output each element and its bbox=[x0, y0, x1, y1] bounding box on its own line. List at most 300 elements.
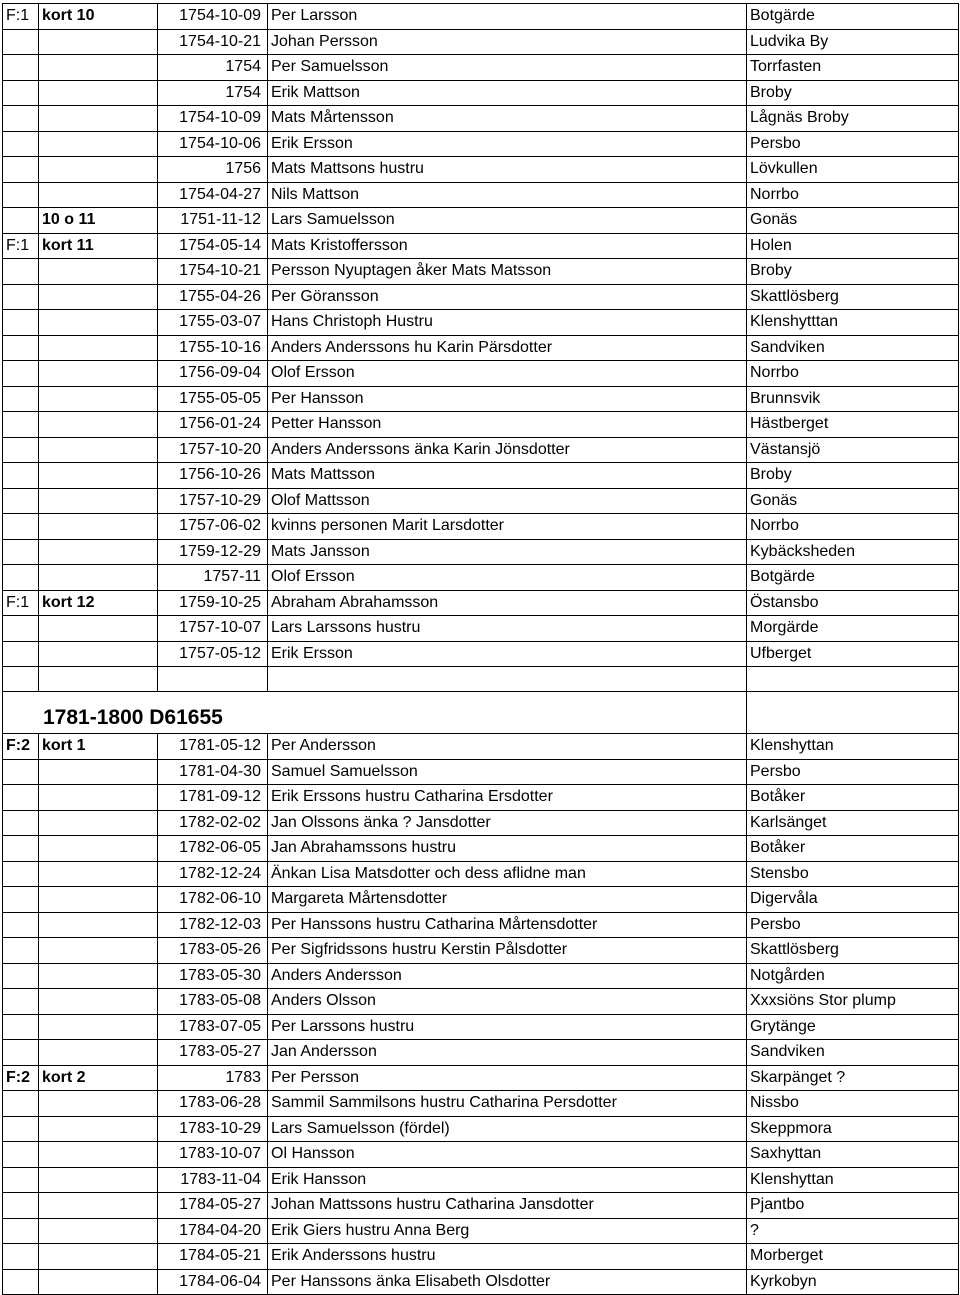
card-cell: kort 1 bbox=[39, 734, 158, 760]
card-cell bbox=[39, 810, 158, 836]
card-cell bbox=[39, 1218, 158, 1244]
place-cell: ? bbox=[747, 1218, 959, 1244]
volume-cell bbox=[3, 616, 39, 642]
card-cell bbox=[39, 1091, 158, 1117]
name-cell: Lars Samuelsson bbox=[268, 208, 747, 234]
place-cell: Broby bbox=[747, 80, 959, 106]
place-cell: Ludvika By bbox=[747, 29, 959, 55]
place-cell: Lövkullen bbox=[747, 157, 959, 183]
table-row bbox=[3, 1167, 959, 1193]
place-cell: Botgärde bbox=[747, 4, 959, 30]
card-cell: kort 10 bbox=[39, 4, 158, 30]
place-cell: Gonäs bbox=[747, 208, 959, 234]
blank-row bbox=[3, 667, 959, 692]
date-cell: 1784-06-04 bbox=[158, 1269, 268, 1295]
date-cell: 1759-12-29 bbox=[158, 539, 268, 565]
volume-cell bbox=[3, 463, 39, 489]
card-cell bbox=[39, 437, 158, 463]
name-cell: Per Samuelsson bbox=[268, 55, 747, 81]
place-cell: Skattlösberg bbox=[747, 284, 959, 310]
name-cell: Lars Larssons hustru bbox=[268, 616, 747, 642]
name-cell: Anders Andersson bbox=[268, 963, 747, 989]
table-row bbox=[3, 989, 959, 1015]
card-cell bbox=[39, 963, 158, 989]
table-row bbox=[3, 590, 959, 616]
date-cell: 1759-10-25 bbox=[158, 590, 268, 616]
name-cell: Anders Olsson bbox=[268, 989, 747, 1015]
table-row bbox=[3, 29, 959, 55]
name-cell: Hans Christoph Hustru bbox=[268, 310, 747, 336]
table-row bbox=[3, 759, 959, 785]
place-cell: Klenshyttan bbox=[747, 734, 959, 760]
section-gap bbox=[3, 667, 959, 734]
volume-cell bbox=[3, 785, 39, 811]
card-cell bbox=[39, 1040, 158, 1066]
card-cell bbox=[39, 412, 158, 438]
table-row bbox=[3, 1193, 959, 1219]
card-cell bbox=[39, 785, 158, 811]
place-cell: Skarpänget ? bbox=[747, 1065, 959, 1091]
name-cell: Anders Anderssons hu Karin Pärsdotter bbox=[268, 335, 747, 361]
volume-cell bbox=[3, 386, 39, 412]
date-cell: 1781-09-12 bbox=[158, 785, 268, 811]
blank-cell bbox=[268, 692, 747, 734]
name-cell: Erik Giers hustru Anna Berg bbox=[268, 1218, 747, 1244]
name-cell: Mats Kristoffersson bbox=[268, 233, 747, 259]
name-cell: Nils Mattson bbox=[268, 182, 747, 208]
blank-cell bbox=[39, 667, 158, 692]
place-cell: Nissbo bbox=[747, 1091, 959, 1117]
name-cell: Erik Mattson bbox=[268, 80, 747, 106]
name-cell: Mats Jansson bbox=[268, 539, 747, 565]
volume-cell bbox=[3, 861, 39, 887]
place-cell: Botgärde bbox=[747, 565, 959, 591]
date-cell: 1754-10-21 bbox=[158, 259, 268, 285]
card-cell bbox=[39, 386, 158, 412]
place-cell: Persbo bbox=[747, 912, 959, 938]
volume-cell bbox=[3, 887, 39, 913]
table-row bbox=[3, 412, 959, 438]
card-cell bbox=[39, 1014, 158, 1040]
table-row bbox=[3, 437, 959, 463]
volume-cell bbox=[3, 963, 39, 989]
table-row bbox=[3, 1244, 959, 1270]
name-cell: Olof Mattsson bbox=[268, 488, 747, 514]
date-cell: 1782-06-05 bbox=[158, 836, 268, 862]
volume-cell bbox=[3, 182, 39, 208]
place-cell: Västansjö bbox=[747, 437, 959, 463]
table-row bbox=[3, 1218, 959, 1244]
place-cell: Ufberget bbox=[747, 641, 959, 667]
date-cell: 1784-04-20 bbox=[158, 1218, 268, 1244]
name-cell: Per Sigfridssons hustru Kerstin Pålsdotter bbox=[268, 938, 747, 964]
place-cell: Broby bbox=[747, 463, 959, 489]
name-cell: Per Göransson bbox=[268, 284, 747, 310]
date-cell: 1781-04-30 bbox=[158, 759, 268, 785]
card-cell bbox=[39, 1116, 158, 1142]
table-row bbox=[3, 1142, 959, 1168]
volume-cell bbox=[3, 514, 39, 540]
name-cell: Mats Mattsons hustru bbox=[268, 157, 747, 183]
table-row bbox=[3, 284, 959, 310]
volume-cell bbox=[3, 938, 39, 964]
name-cell: Per Larsson bbox=[268, 4, 747, 30]
date-cell: 1754-04-27 bbox=[158, 182, 268, 208]
date-cell: 1782-12-03 bbox=[158, 912, 268, 938]
card-cell bbox=[39, 488, 158, 514]
table-row bbox=[3, 912, 959, 938]
table-row bbox=[3, 182, 959, 208]
card-cell bbox=[39, 912, 158, 938]
volume-cell bbox=[3, 1218, 39, 1244]
table-row bbox=[3, 386, 959, 412]
date-cell: 1756-10-26 bbox=[158, 463, 268, 489]
place-cell: Persbo bbox=[747, 131, 959, 157]
place-cell: Stensbo bbox=[747, 861, 959, 887]
name-cell: Per Larssons hustru bbox=[268, 1014, 747, 1040]
table-row bbox=[3, 641, 959, 667]
card-cell bbox=[39, 887, 158, 913]
name-cell: Per Persson bbox=[268, 1065, 747, 1091]
volume-cell: F:2 bbox=[3, 734, 39, 760]
name-cell: Petter Hansson bbox=[268, 412, 747, 438]
date-cell: 1783-10-07 bbox=[158, 1142, 268, 1168]
volume-cell bbox=[3, 157, 39, 183]
card-cell bbox=[39, 641, 158, 667]
volume-cell: F:1 bbox=[3, 4, 39, 30]
table-row bbox=[3, 1014, 959, 1040]
table-row bbox=[3, 55, 959, 81]
date-cell: 1784-05-27 bbox=[158, 1193, 268, 1219]
card-cell: 10 o 11 bbox=[39, 208, 158, 234]
name-cell: Erik Ersson bbox=[268, 641, 747, 667]
card-cell bbox=[39, 182, 158, 208]
table-row bbox=[3, 810, 959, 836]
table-row bbox=[3, 208, 959, 234]
place-cell: Pjantbo bbox=[747, 1193, 959, 1219]
card-cell: kort 2 bbox=[39, 1065, 158, 1091]
name-cell: Johan Mattssons hustru Catharina Jansdotter bbox=[268, 1193, 747, 1219]
table-row bbox=[3, 131, 959, 157]
date-cell: 1754-05-14 bbox=[158, 233, 268, 259]
date-cell: 1754 bbox=[158, 55, 268, 81]
date-cell: 1783-05-26 bbox=[158, 938, 268, 964]
section-title: 1781-1800 D61655 bbox=[3, 692, 268, 734]
place-cell: Klenshyttan bbox=[747, 1167, 959, 1193]
volume-cell bbox=[3, 1269, 39, 1295]
place-cell: Lågnäs Broby bbox=[747, 106, 959, 132]
volume-cell bbox=[3, 437, 39, 463]
place-cell: Hästberget bbox=[747, 412, 959, 438]
card-cell bbox=[39, 29, 158, 55]
place-cell: Klenshytttan bbox=[747, 310, 959, 336]
name-cell: Abraham Abrahamsson bbox=[268, 590, 747, 616]
table-row bbox=[3, 963, 959, 989]
volume-cell bbox=[3, 361, 39, 387]
card-cell bbox=[39, 989, 158, 1015]
volume-cell bbox=[3, 1244, 39, 1270]
table-row bbox=[3, 335, 959, 361]
date-cell: 1782-02-02 bbox=[158, 810, 268, 836]
volume-cell bbox=[3, 1167, 39, 1193]
volume-cell bbox=[3, 810, 39, 836]
place-cell: Morberget bbox=[747, 1244, 959, 1270]
place-cell: Skeppmora bbox=[747, 1116, 959, 1142]
card-cell bbox=[39, 463, 158, 489]
table-row bbox=[3, 539, 959, 565]
volume-cell bbox=[3, 259, 39, 285]
table-row bbox=[3, 861, 959, 887]
volume-cell bbox=[3, 641, 39, 667]
volume-cell: F:1 bbox=[3, 233, 39, 259]
card-cell: kort 11 bbox=[39, 233, 158, 259]
place-cell: Norrbo bbox=[747, 182, 959, 208]
place-cell: Karlsänget bbox=[747, 810, 959, 836]
date-cell: 1783-10-29 bbox=[158, 1116, 268, 1142]
card-cell bbox=[39, 539, 158, 565]
volume-cell bbox=[3, 1040, 39, 1066]
date-cell: 1754-10-21 bbox=[158, 29, 268, 55]
date-cell: 1757-05-12 bbox=[158, 641, 268, 667]
date-cell: 1783 bbox=[158, 1065, 268, 1091]
volume-cell bbox=[3, 1193, 39, 1219]
date-cell: 1783-05-08 bbox=[158, 989, 268, 1015]
card-cell bbox=[39, 1244, 158, 1270]
table-row bbox=[3, 1040, 959, 1066]
table-row bbox=[3, 938, 959, 964]
name-cell: Jan Olssons änka ? Jansdotter bbox=[268, 810, 747, 836]
date-cell: 1782-12-24 bbox=[158, 861, 268, 887]
card-cell bbox=[39, 938, 158, 964]
volume-cell bbox=[3, 80, 39, 106]
date-cell: 1756 bbox=[158, 157, 268, 183]
place-cell: Notgården bbox=[747, 963, 959, 989]
card-cell bbox=[39, 259, 158, 285]
table-row bbox=[3, 514, 959, 540]
volume-cell bbox=[3, 836, 39, 862]
place-cell: Brunnsvik bbox=[747, 386, 959, 412]
volume-cell bbox=[3, 539, 39, 565]
table-row bbox=[3, 157, 959, 183]
name-cell: Mats Mårtensson bbox=[268, 106, 747, 132]
date-cell: 1755-05-05 bbox=[158, 386, 268, 412]
volume-cell bbox=[3, 989, 39, 1015]
section-header-row bbox=[3, 692, 959, 734]
name-cell: Per Hanssons hustru Catharina Mårtensdotter bbox=[268, 912, 747, 938]
name-cell: Johan Persson bbox=[268, 29, 747, 55]
card-cell bbox=[39, 310, 158, 336]
date-cell: 1754-10-09 bbox=[158, 106, 268, 132]
place-cell: Sandviken bbox=[747, 1040, 959, 1066]
place-cell: Norrbo bbox=[747, 514, 959, 540]
place-cell: Kyrkobyn bbox=[747, 1269, 959, 1295]
date-cell: 1756-01-24 bbox=[158, 412, 268, 438]
place-cell: Kybäcksheden bbox=[747, 539, 959, 565]
volume-cell bbox=[3, 335, 39, 361]
section-1781-rows bbox=[3, 734, 959, 1295]
table-row bbox=[3, 4, 959, 30]
name-cell: Erik Ersson bbox=[268, 131, 747, 157]
volume-cell bbox=[3, 208, 39, 234]
date-cell: 1756-09-04 bbox=[158, 361, 268, 387]
date-cell: 1783-05-30 bbox=[158, 963, 268, 989]
volume-cell bbox=[3, 310, 39, 336]
name-cell: Olof Ersson bbox=[268, 361, 747, 387]
name-cell: Erik Erssons hustru Catharina Ersdotter bbox=[268, 785, 747, 811]
volume-cell bbox=[3, 106, 39, 132]
table-row bbox=[3, 310, 959, 336]
card-cell bbox=[39, 861, 158, 887]
table-row bbox=[3, 488, 959, 514]
table-row bbox=[3, 836, 959, 862]
section-1754-rows bbox=[3, 4, 959, 667]
volume-cell bbox=[3, 29, 39, 55]
blank-cell bbox=[747, 667, 959, 692]
name-cell: Erik Hansson bbox=[268, 1167, 747, 1193]
blank-cell bbox=[747, 692, 959, 734]
name-cell: Per Andersson bbox=[268, 734, 747, 760]
date-cell: 1783-11-04 bbox=[158, 1167, 268, 1193]
name-cell: Olof Ersson bbox=[268, 565, 747, 591]
name-cell: Per Hansson bbox=[268, 386, 747, 412]
card-cell bbox=[39, 1142, 158, 1168]
blank-cell bbox=[268, 667, 747, 692]
place-cell: Holen bbox=[747, 233, 959, 259]
volume-cell: F:1 bbox=[3, 590, 39, 616]
place-cell: Grytänge bbox=[747, 1014, 959, 1040]
volume-cell bbox=[3, 565, 39, 591]
table-row bbox=[3, 463, 959, 489]
date-cell: 1781-05-12 bbox=[158, 734, 268, 760]
card-cell bbox=[39, 55, 158, 81]
table-row bbox=[3, 106, 959, 132]
table-row bbox=[3, 734, 959, 760]
card-cell bbox=[39, 335, 158, 361]
name-cell: Samuel Samuelsson bbox=[268, 759, 747, 785]
name-cell: Anders Anderssons änka Karin Jönsdotter bbox=[268, 437, 747, 463]
card-cell bbox=[39, 157, 158, 183]
card-cell bbox=[39, 1167, 158, 1193]
name-cell: Mats Mattsson bbox=[268, 463, 747, 489]
place-cell: Morgärde bbox=[747, 616, 959, 642]
table-row bbox=[3, 616, 959, 642]
volume-cell bbox=[3, 488, 39, 514]
date-cell: 1783-07-05 bbox=[158, 1014, 268, 1040]
name-cell: Jan Abrahamssons hustru bbox=[268, 836, 747, 862]
table-row bbox=[3, 80, 959, 106]
date-cell: 1757-10-29 bbox=[158, 488, 268, 514]
table-row bbox=[3, 1116, 959, 1142]
card-cell bbox=[39, 106, 158, 132]
name-cell: Lars Samuelsson (fördel) bbox=[268, 1116, 747, 1142]
card-cell bbox=[39, 1269, 158, 1295]
date-cell: 1782-06-10 bbox=[158, 887, 268, 913]
card-cell bbox=[39, 836, 158, 862]
name-cell: Ol Hansson bbox=[268, 1142, 747, 1168]
date-cell: 1754 bbox=[158, 80, 268, 106]
date-cell: 1757-10-20 bbox=[158, 437, 268, 463]
place-cell: Persbo bbox=[747, 759, 959, 785]
table-row bbox=[3, 1269, 959, 1295]
date-cell: 1783-06-28 bbox=[158, 1091, 268, 1117]
date-cell: 1757-06-02 bbox=[158, 514, 268, 540]
place-cell: Botåker bbox=[747, 836, 959, 862]
volume-cell bbox=[3, 1142, 39, 1168]
date-cell: 1784-05-21 bbox=[158, 1244, 268, 1270]
table-row bbox=[3, 1091, 959, 1117]
date-cell: 1754-10-06 bbox=[158, 131, 268, 157]
table-row bbox=[3, 233, 959, 259]
date-cell: 1755-04-26 bbox=[158, 284, 268, 310]
name-cell: Sammil Sammilsons hustru Catharina Persdotter bbox=[268, 1091, 747, 1117]
name-cell: kvinns personen Marit Larsdotter bbox=[268, 514, 747, 540]
table-row bbox=[3, 785, 959, 811]
place-cell: Norrbo bbox=[747, 361, 959, 387]
name-cell: Jan Andersson bbox=[268, 1040, 747, 1066]
date-cell: 1754-10-09 bbox=[158, 4, 268, 30]
register-table bbox=[2, 3, 959, 1295]
place-cell: Sandviken bbox=[747, 335, 959, 361]
card-cell bbox=[39, 131, 158, 157]
place-cell: Botåker bbox=[747, 785, 959, 811]
blank-cell bbox=[158, 667, 268, 692]
table-row bbox=[3, 259, 959, 285]
volume-cell bbox=[3, 912, 39, 938]
place-cell: Saxhyttan bbox=[747, 1142, 959, 1168]
card-cell bbox=[39, 80, 158, 106]
card-cell bbox=[39, 284, 158, 310]
volume-cell bbox=[3, 1091, 39, 1117]
card-cell bbox=[39, 616, 158, 642]
place-cell: Digervåla bbox=[747, 887, 959, 913]
table-row bbox=[3, 361, 959, 387]
volume-cell bbox=[3, 759, 39, 785]
date-cell: 1783-05-27 bbox=[158, 1040, 268, 1066]
table-row bbox=[3, 887, 959, 913]
place-cell: Xxxsiöns Stor plump bbox=[747, 989, 959, 1015]
name-cell: Persson Nyuptagen åker Mats Matsson bbox=[268, 259, 747, 285]
name-cell: Änkan Lisa Matsdotter och dess aflidne man bbox=[268, 861, 747, 887]
name-cell: Per Hanssons änka Elisabeth Olsdotter bbox=[268, 1269, 747, 1295]
name-cell: Margareta Mårtensdotter bbox=[268, 887, 747, 913]
card-cell bbox=[39, 565, 158, 591]
place-cell: Broby bbox=[747, 259, 959, 285]
table-row bbox=[3, 565, 959, 591]
name-cell: Erik Anderssons hustru bbox=[268, 1244, 747, 1270]
card-cell bbox=[39, 1193, 158, 1219]
date-cell: 1755-10-16 bbox=[158, 335, 268, 361]
volume-cell: F:2 bbox=[3, 1065, 39, 1091]
table-row bbox=[3, 1065, 959, 1091]
date-cell: 1751-11-12 bbox=[158, 208, 268, 234]
volume-cell bbox=[3, 284, 39, 310]
volume-cell bbox=[3, 55, 39, 81]
card-cell bbox=[39, 759, 158, 785]
volume-cell bbox=[3, 131, 39, 157]
date-cell: 1757-11 bbox=[158, 565, 268, 591]
place-cell: Östansbo bbox=[747, 590, 959, 616]
place-cell: Gonäs bbox=[747, 488, 959, 514]
card-cell: kort 12 bbox=[39, 590, 158, 616]
date-cell: 1755-03-07 bbox=[158, 310, 268, 336]
volume-cell bbox=[3, 412, 39, 438]
place-cell: Skattlösberg bbox=[747, 938, 959, 964]
volume-cell bbox=[3, 1116, 39, 1142]
card-cell bbox=[39, 514, 158, 540]
blank-cell bbox=[3, 667, 39, 692]
volume-cell bbox=[3, 1014, 39, 1040]
date-cell: 1757-10-07 bbox=[158, 616, 268, 642]
